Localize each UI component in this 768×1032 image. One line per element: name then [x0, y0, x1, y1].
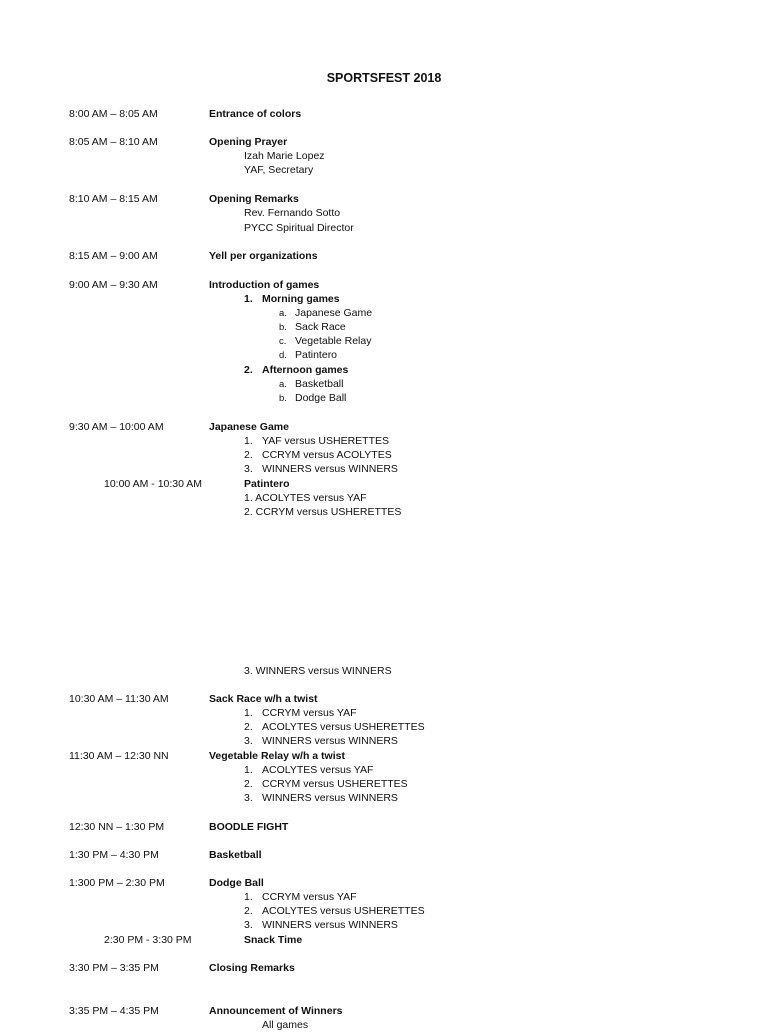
- time-announcement: 3:35 PM – 4:35 PM: [69, 1005, 159, 1017]
- event-opening-prayer: Opening Prayer: [209, 136, 288, 148]
- time-snack: 2:30 PM - 3:30 PM: [104, 934, 192, 946]
- event-boodle-fight: BOODLE FIGHT: [209, 821, 289, 833]
- time-sack-race: 10:30 AM – 11:30 AM: [69, 693, 169, 705]
- event-closing-remarks: Closing Remarks: [209, 962, 295, 974]
- event-patintero: Patintero: [244, 478, 290, 490]
- list-item: b. Dodge Ball: [279, 392, 347, 404]
- time-patintero: 10:00 AM - 10:30 AM: [104, 478, 203, 490]
- time-closing-remarks: 3:30 PM – 3:35 PM: [69, 962, 159, 974]
- time-yell: 8:15 AM – 9:00 AM: [69, 250, 158, 262]
- list-item: b. Sack Race: [279, 321, 346, 333]
- time-vegetable-relay: 11:30 AM – 12:30 NN: [69, 750, 169, 762]
- event-opening-remarks: Opening Remarks: [209, 193, 299, 205]
- match-item: 1. CCRYM versus YAF: [244, 707, 357, 719]
- remarks-role: PYCC Spiritual Director: [244, 222, 354, 234]
- match-item: 2. CCRYM versus USHERETTES: [244, 778, 408, 790]
- prayer-person: Izah Marie Lopez: [244, 150, 325, 162]
- remarks-person: Rev. Fernando Sotto: [244, 207, 341, 219]
- match-item: 1. YAF versus USHERETTES: [244, 435, 389, 447]
- event-entrance: Entrance of colors: [209, 108, 302, 120]
- match-item: 2. ACOLYTES versus USHERETTES: [244, 905, 425, 917]
- event-snack: Snack Time: [244, 934, 303, 946]
- match-item: 3. WINNERS versus WINNERS: [244, 792, 398, 804]
- event-vegetable-relay: Vegetable Relay w/h a twist: [209, 750, 345, 762]
- morning-games-heading: 1. Morning games: [244, 293, 340, 305]
- time-japanese-game: 9:30 AM – 10:00 AM: [69, 421, 164, 433]
- event-japanese-game: Japanese Game: [209, 421, 289, 433]
- event-introduction: Introduction of games: [209, 279, 320, 291]
- list-item: a. Basketball: [279, 378, 344, 390]
- event-sack-race: Sack Race w/h a twist: [209, 693, 318, 705]
- match-item: 1. ACOLYTES versus YAF: [244, 764, 374, 776]
- match-item: 3. WINNERS versus WINNERS: [244, 463, 398, 475]
- event-yell: Yell per organizations: [209, 250, 318, 262]
- time-dodge-ball: 1:300 PM – 2:30 PM: [69, 877, 165, 889]
- list-item: c. Vegetable Relay: [279, 335, 372, 347]
- match-item: 1. ACOLYTES versus YAF: [244, 492, 367, 504]
- list-item: d. Patintero: [279, 349, 338, 361]
- time-boodle-fight: 12:30 NN – 1:30 PM: [69, 821, 165, 833]
- time-opening-remarks: 8:10 AM – 8:15 AM: [69, 193, 158, 205]
- prayer-role: YAF, Secretary: [244, 164, 314, 176]
- match-item: 3. WINNERS versus WINNERS: [244, 919, 398, 931]
- event-announcement: Announcement of Winners: [209, 1005, 343, 1017]
- list-item: a. Japanese Game: [279, 307, 373, 319]
- announcement-sub-item: All games: [262, 1019, 309, 1031]
- time-introduction: 9:00 AM – 9:30 AM: [69, 279, 158, 291]
- match-item: 2. CCRYM versus USHERETTES: [244, 506, 402, 518]
- match-item: 2. CCRYM versus ACOLYTES: [244, 449, 392, 461]
- time-basketball: 1:30 PM – 4:30 PM: [69, 849, 159, 861]
- page-title: SPORTSFEST 2018: [326, 71, 442, 85]
- time-opening-prayer: 8:05 AM – 8:10 AM: [69, 136, 158, 148]
- match-item: 3. WINNERS versus WINNERS: [244, 665, 392, 677]
- match-item: 3. WINNERS versus WINNERS: [244, 735, 398, 747]
- match-item: 1. CCRYM versus YAF: [244, 891, 357, 903]
- event-dodge-ball: Dodge Ball: [209, 877, 264, 889]
- time-entrance: 8:00 AM – 8:05 AM: [69, 108, 158, 120]
- afternoon-games-heading: 2. Afternoon games: [244, 364, 349, 376]
- event-basketball: Basketball: [209, 849, 262, 861]
- match-item: 2. ACOLYTES versus USHERETTES: [244, 721, 425, 733]
